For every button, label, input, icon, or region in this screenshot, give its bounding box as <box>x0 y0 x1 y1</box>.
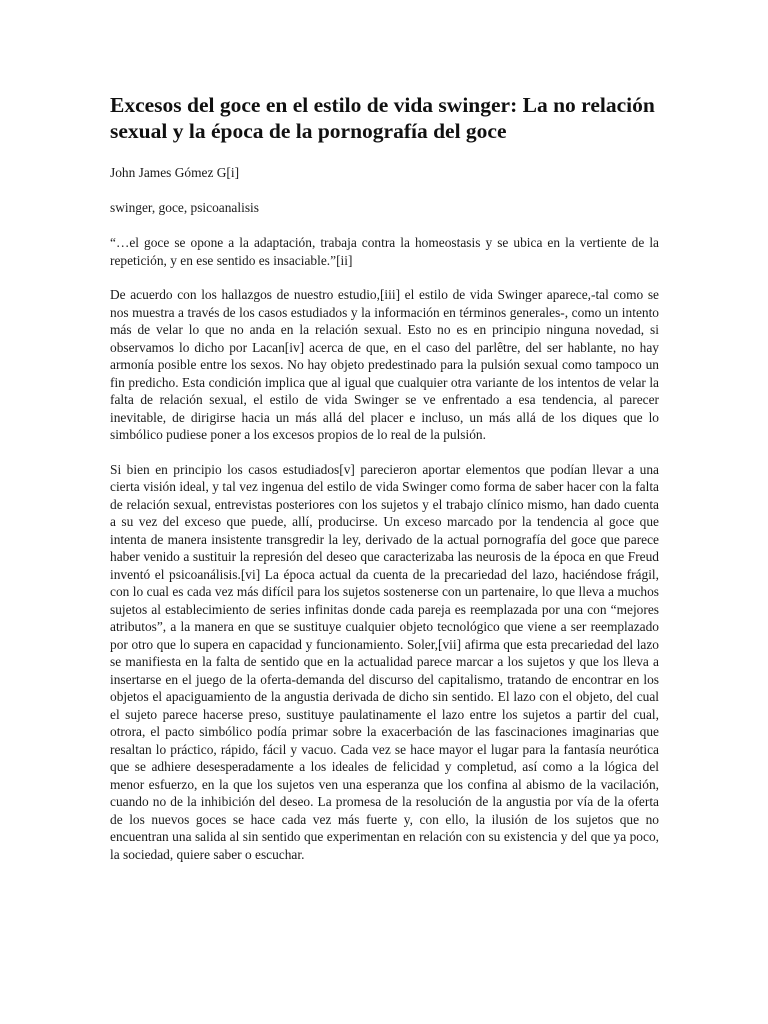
document-page <box>110 92 659 880</box>
body-paragraph-1: De acuerdo con los hallazgos de nuestro estudio,[iii] el estilo de vida Swinger aparece,-tal como se nos muestra a través de los casos estudiados y la información en términos generales-, como un intento más de velar lo que no anda en la relación sexual. Esto no es en principio ninguna novedad, si observamos lo dicho por Lacan[iv] acerca de que, en el caso del parlêtre, del ser hablante, no hay armonía posible entre los sexos. No hay objeto predestinado para la pulsión sexual como tampoco un fin predicho. Esta condición implica que al igual que cualquier otra variante de los intentos de velar la falta de relación sexual, el estilo de vida Swinger se ve enfrentado a esa tendencia, al parecer inevitable, de dirigirse hacia un más allá del placer e incluso, un más allá de los diques que lo simbólico pudiese poner a los excesos propios de lo real de la pulsión. <box>110 287 659 442</box>
body-paragraph-2: Si bien en principio los casos estudiados[v] parecieron aportar elementos que podían llevar a una cierta visión ideal, y tal vez ingenua del estilo de vida Swinger como forma de saber hacer con la falta de relación sexual, entrevistas posteriores con los sujetos y el trabajo clínico mismo, han dado cuenta a su vez del exceso que puede, allí, producirse. Un exceso marcado por la tendencia al goce que intenta de manera insistente transgredir la ley, derivado de la actual pornografía del goce que parece haber venido a sustituir la represión del deseo que caracterizaba las neurosis de la época en que Freud inventó el psicoanálisis.[vi] La época actual da cuenta de la precariedad del lazo, haciéndose frágil, con lo cual es cada vez más difícil para los sujetos sostenerse con un partenaire, lo que lleva a muchos sujetos al establecimiento de series infinitas donde cada pareja es reemplazada por una con “mejores atributos”, a la manera en que se sustituye cualquier objeto tecnológico que viene a ser reemplazado por otro que lo supera en capacidad y funcionamiento. Soler,[vii] afirma que esta precariedad del lazo se manifiesta en la falta de sentido que en la actualidad parece marcar a los sujetos y que los lleva a insertarse en el juego de la oferta-demanda del discurso del capitalismo, tratando de encontrar en los objetos el apaciguamiento de la angustia derivada de dicho sin sentido. El lazo con el objeto, del cual el sujeto parece hacerse preso, sustituye paulatinamente el lazo entre los sujetos a partir del cual, otrora, el pacto simbólico podía primar sobre la exacerbación de las fascinaciones imaginarias que resaltan lo práctico, rápido, fácil y vacuo. Cada vez se hace mayor el lugar para la fantasía neurótica que se adhiere desesperadamente a los ideales de felicidad y completud, así como a la lógica del menor esfuerzo, en la que los sujetos ven una esperanza que los confina al abismo de la vacilación, cuando no de la inhibición del deseo. La promesa de la resolución de la angustia por vía de la oferta de los nuevos goces se hace cada vez más fuerte y, con ello, la ilusión de los sujetos que no encuentran una salida al sin sentido que experimentan en relación con su existencia y del que ya poco, la sociedad, quiere saber o escuchar. <box>110 461 659 862</box>
document-title: Excesos del goce en el estilo de vida swinger: La no relación sexual y la época de la pornografía del goce <box>110 93 655 143</box>
epigraph-quote: “…el goce se opone a la adaptación, trabaja contra la homeostasis y se ubica en la vertiente de la repetición, y en ese sentido es insaciable.”[ii] <box>110 235 659 268</box>
keywords-line: swinger, goce, psicoanalisis <box>110 200 259 215</box>
author-line: John James Gómez G[i] <box>110 165 240 180</box>
